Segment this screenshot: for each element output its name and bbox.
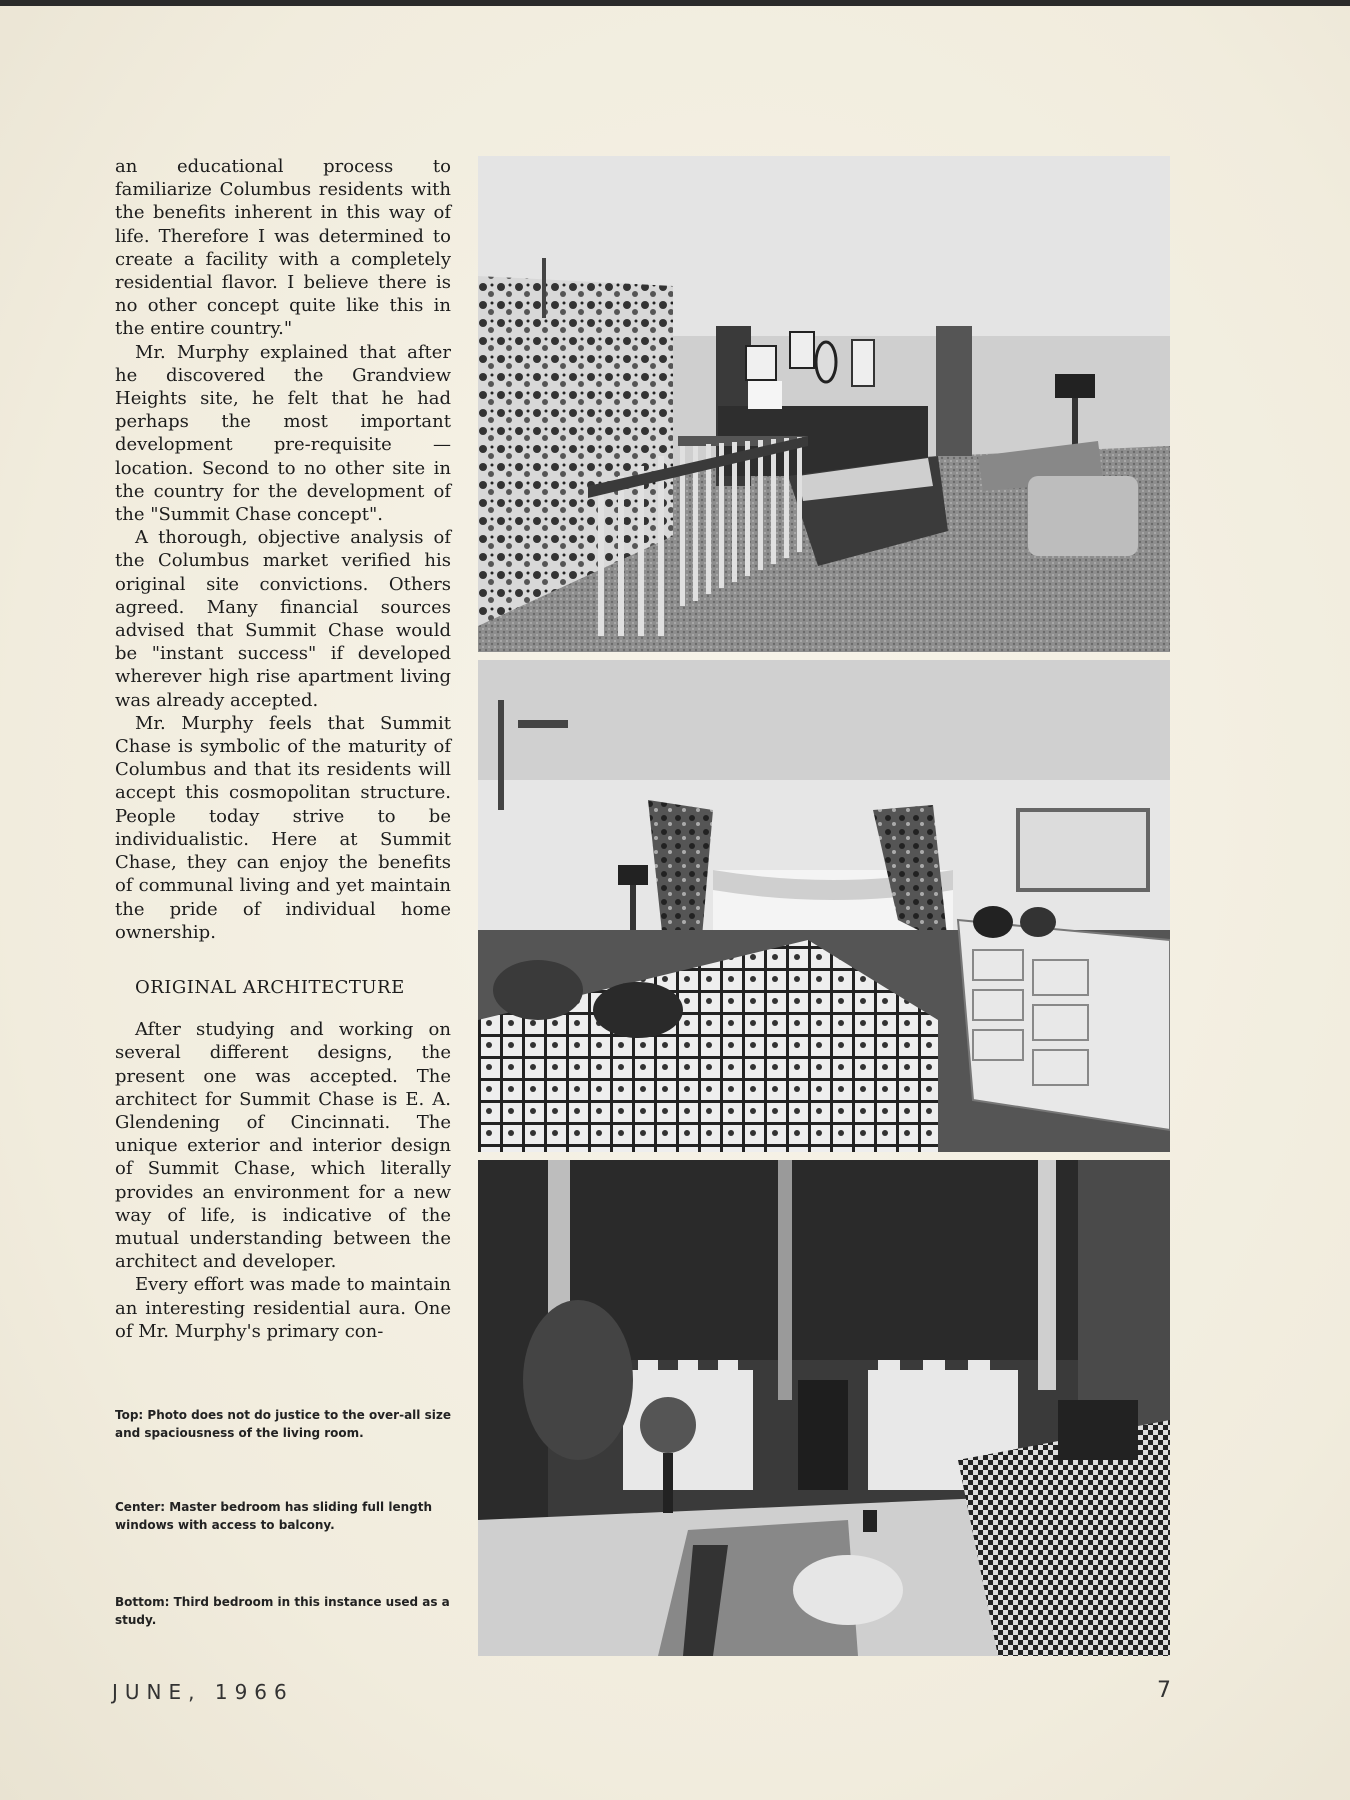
article-paragraph: an educational process to familiarize Columbus residents with the benefits inherent in this way of life. Therefore I was determined to create a facility with a completely residential flavor. I believe there is no other concept quite like this in the entire country." [115,156,451,340]
section-heading: ORIGINAL ARCHITECTURE [135,976,405,998]
article-paragraph: Mr. Murphy feels that Summit Chase is symbolic of the maturity of Columbus and that its residents will accept this cosmopolitan structure. People today strive to be individualistic. Here at Summit Chase, they can enjoy the benefits of communal living and yet maintain the pride of individual home ownership. [115,712,451,943]
article-paragraph: Every effort was made to maintain an interesting residential aura. One of Mr. Murphy's primary con- [115,1274,451,1342]
page-number: 7 [1157,1678,1171,1703]
article-paragraph: A thorough, objective analysis of the Columbus market verified his original site convictions. Others agreed. Many financial sources advised that Summit Chase would be "instant success" if developed wherever high rise apartment living was already accepted. [115,527,451,711]
article-paragraph: Mr. Murphy explained that after he discovered the Grandview Heights site, he felt that he had perhaps the most important development pre-requisite — location. Second to no other site in the country for the development of the "Summit Chase concept". [115,341,451,526]
article-text-column [115,155,451,1343]
issue-date: JUNE, 1966 [112,1680,294,1704]
master-bedroom-photo [478,660,1170,1152]
article-paragraph: After studying and working on several different designs, the present one was accepted. The architect for Summit Chase is E. A. Glendening of Cincinnati. The unique exterior and interior design of Summit Chase, which literally provides an environment for a new way of life, is indicative of the mutual understanding between the architect and developer. [115,1019,451,1273]
caption-center: Center: Master bedroom has sliding full length windows with access to balcony. [115,1500,432,1532]
caption-top: Top: Photo does not do justice to the over-all size and spaciousness of the living room. [115,1408,451,1440]
page-top-edge [0,0,1350,6]
study-bedroom-photo [478,1160,1170,1656]
caption-bottom: Bottom: Third bedroom in this instance used as a study. [115,1595,450,1627]
living-room-photo [478,156,1170,652]
